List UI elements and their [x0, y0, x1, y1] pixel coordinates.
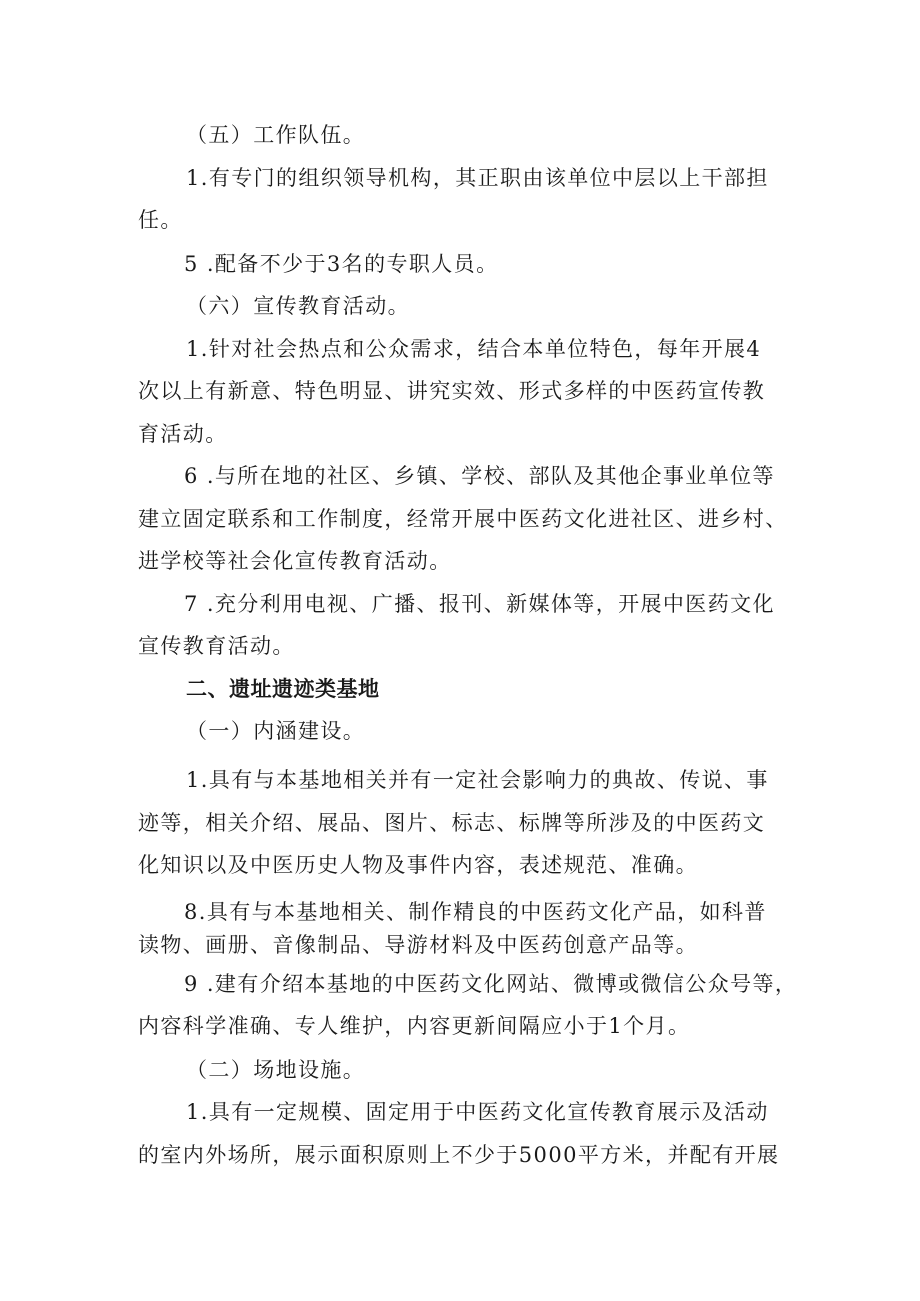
section-heading-publicity: （六）宣传教育活动。 — [186, 294, 410, 318]
paragraph-line: 宣传教育活动。 — [138, 634, 295, 658]
paragraph-line: 迹等，相关介绍、展品、图片、标志、标牌等所涉及的中医药文 — [138, 811, 766, 835]
paragraph-line: 1.针对社会热点和公众需求，结合本单位特色，每年开展4 — [186, 337, 762, 361]
paragraph-line: 读物、画册、音像制品、导游材料及中医药创意产品等。 — [138, 933, 698, 957]
paragraph-line: 进学校等社会化宣传教育活动。 — [138, 549, 452, 573]
paragraph-line: 6 .与所在地的社区、乡镇、学校、部队及其他企事业单位等 — [184, 464, 775, 488]
paragraph-line: 8.具有与本基地相关、制作精良的中医药文化产品，如科普 — [184, 900, 767, 924]
paragraph-line: 任。 — [138, 208, 183, 232]
paragraph-line: 育活动。 — [138, 422, 228, 446]
chapter-heading: 二、遗址遗迹类基地 — [186, 677, 380, 701]
section-heading-connotation: （一）内涵建设。 — [186, 719, 366, 743]
paragraph-line: 9 .建有介绍本基地的中医药文化网站、微博或微信公众号等， — [184, 972, 798, 996]
paragraph-line: 次以上有新意、特色明显、讲究实效、形式多样的中医药宣传教 — [138, 379, 766, 403]
paragraph-line: 1.有专门的组织领导机构，其正职由该单位中层以上干部担 — [186, 166, 769, 190]
paragraph-line: 7 .充分利用电视、广播、报刊、新媒体等，开展中医药文化 — [184, 592, 775, 616]
paragraph-line: 1.具有一定规模、固定用于中医药文化宣传教育展示及活动 — [186, 1100, 769, 1124]
paragraph-line: 1.具有与本基地相关并有一定社会影响力的典故、传说、事 — [186, 768, 769, 792]
paragraph-line: 建立固定联系和工作制度，经常开展中医药文化进社区、进乡村、 — [138, 507, 788, 531]
paragraph-line: 化知识以及中医历史人物及事件内容，表述规范、准确。 — [138, 853, 698, 877]
paragraph-line: 的室内外场所，展示面积原则上不少于5000平方米，并配有开展 — [138, 1143, 780, 1167]
paragraph-line: 5 .配备不少于3名的专职人员。 — [184, 252, 499, 276]
section-heading-facilities: （二）场地设施。 — [186, 1058, 366, 1082]
section-heading-work-team: （五）工作队伍。 — [186, 123, 366, 147]
paragraph-line: 内容科学准确、专人维护，内容更新间隔应小于1个月。 — [138, 1014, 691, 1038]
